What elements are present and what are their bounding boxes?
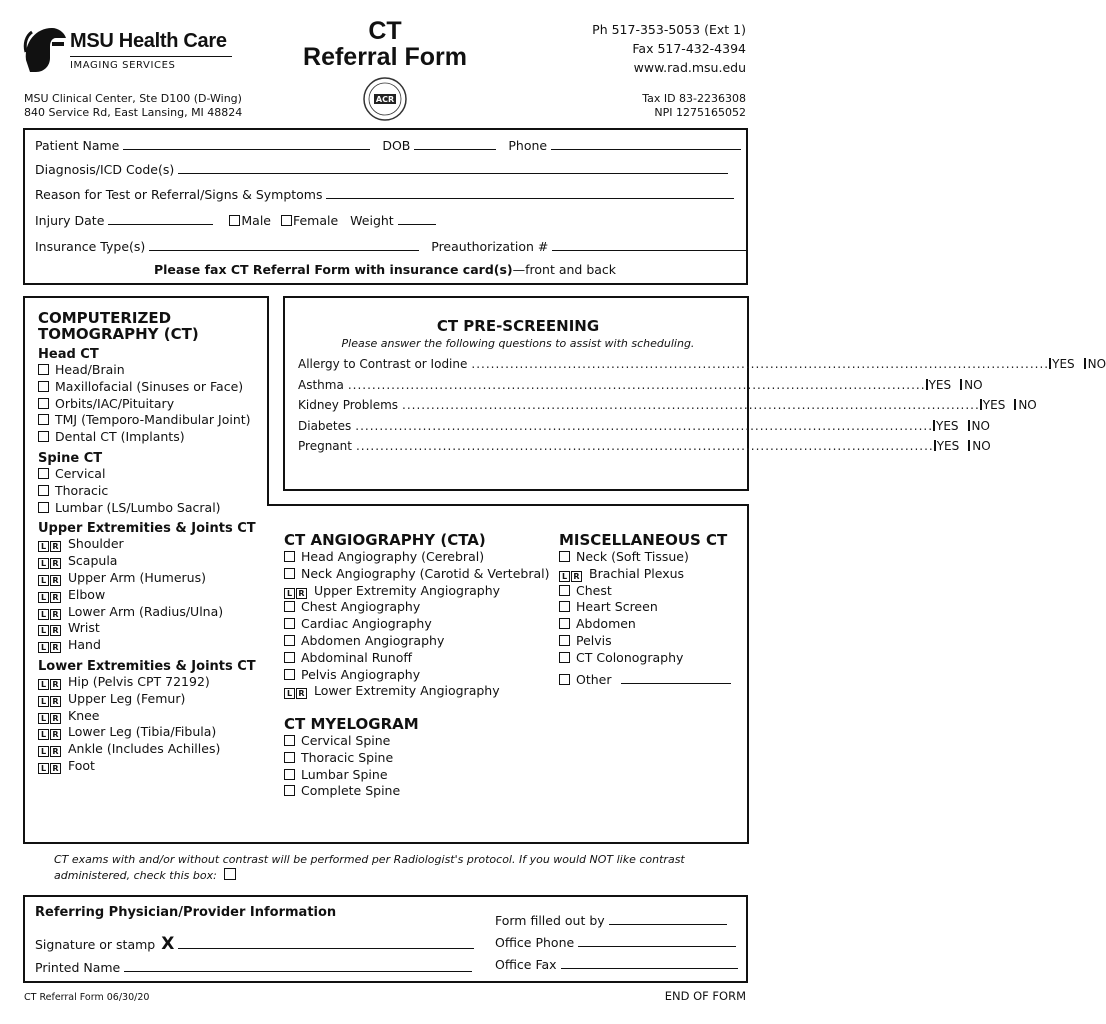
left-checkbox[interactable]: L [284, 588, 295, 599]
checkbox[interactable] [38, 431, 49, 442]
item-label: Neck (Soft Tissue) [576, 549, 689, 564]
fax-note-rest: —front and back [512, 262, 617, 277]
question-label: Diabetes [298, 418, 352, 433]
right-checkbox[interactable]: R [50, 575, 61, 586]
right-checkbox[interactable]: R [571, 571, 582, 582]
cta-list [284, 549, 554, 700]
item-label: Elbow [68, 586, 106, 602]
list-item [38, 466, 268, 483]
list-item [559, 616, 744, 633]
item-label: TMJ (Temporo-Mandibular Joint) [55, 412, 251, 428]
prescreen-section [298, 317, 1106, 457]
no-label: NO [1018, 398, 1037, 412]
checkbox[interactable] [284, 769, 295, 780]
right-checkbox[interactable]: R [50, 592, 61, 603]
item-label: Brachial Plexus [589, 565, 685, 581]
yes-label: YES [928, 377, 952, 392]
item-label: Abdomen [576, 616, 636, 632]
item-label: Pelvis Angiography [301, 666, 421, 682]
item-label: Neck Angiography (Carotid & Vertebral) [301, 565, 550, 581]
yes-checkbox[interactable] [934, 440, 936, 451]
left-checkbox[interactable]: L [38, 746, 49, 757]
prescreen-subtitle: Please answer the following questions to assist with scheduling. [341, 337, 695, 350]
item-label: Wrist [68, 620, 100, 636]
checkbox[interactable] [284, 669, 295, 680]
checkbox[interactable] [38, 468, 49, 479]
cta-section [284, 532, 554, 700]
left-right-checkboxes [38, 675, 62, 689]
left-checkbox[interactable]: L [284, 688, 295, 699]
diagnosis-field[interactable] [178, 163, 728, 174]
checkbox[interactable] [38, 381, 49, 392]
diagnosis-label: Diagnosis/ICD Code(s) [35, 162, 175, 177]
fax-note-bold: Please fax CT Referral Form with insurance card(s) [153, 262, 513, 277]
list-item [559, 599, 744, 616]
list-item [38, 536, 268, 553]
checkbox[interactable] [559, 674, 570, 685]
item-label: Head/Brain [55, 362, 125, 377]
question-label: Pregnant [298, 439, 352, 453]
printed-name-label: Printed Name [35, 960, 121, 975]
myelogram-section [284, 716, 544, 800]
list-item [38, 708, 268, 725]
reason-field[interactable] [326, 188, 734, 199]
item-label: Heart Screen [576, 599, 658, 615]
msu-logo [22, 22, 242, 78]
list-item [38, 691, 268, 708]
head-ct-list [38, 362, 268, 446]
misc-title: MISCELLANEOUS CT [559, 531, 728, 549]
item-label: Upper Leg (Femur) [68, 690, 186, 706]
address-line-2: 840 Service Rd, East Lansing, MI 48824 [24, 106, 243, 119]
left-right-checkboxes [38, 554, 62, 569]
no-label: NO [1087, 357, 1106, 371]
list-item [38, 604, 268, 621]
ct-title-2: TOMOGRAPHY (CT) [38, 325, 199, 343]
left-right-checkboxes [38, 537, 62, 552]
left-right-checkboxes [559, 567, 583, 581]
list-item [559, 566, 744, 583]
no-label: NO [964, 377, 983, 392]
patient-row-5 [35, 239, 748, 254]
checkbox[interactable] [284, 568, 295, 579]
left-checkbox[interactable]: L [38, 609, 49, 620]
left-right-checkboxes [38, 638, 62, 653]
list-item [38, 412, 268, 429]
misc-section [559, 532, 744, 688]
item-label: Hip (Pelvis CPT 72192) [68, 673, 210, 689]
list-item [284, 549, 554, 566]
list-item [38, 500, 268, 517]
item-label: Knee [68, 707, 100, 723]
item-label: Chest [576, 582, 612, 598]
prescreen-question-row [298, 354, 1106, 375]
item-label: Cardiac Angiography [301, 616, 432, 632]
list-item [284, 683, 554, 700]
left-checkbox[interactable]: L [38, 642, 49, 653]
no-checkbox[interactable] [968, 420, 970, 431]
item-label: Orbits/IAC/Pituitary [55, 395, 175, 411]
checkbox[interactable] [284, 618, 295, 629]
item-label: Lumbar Spine [301, 766, 388, 782]
item-label: Dental CT (Implants) [55, 429, 185, 445]
left-right-checkboxes [38, 605, 62, 619]
list-item [284, 667, 554, 684]
checkbox[interactable] [284, 735, 295, 746]
dob-field[interactable] [414, 139, 496, 150]
signature-label: Signature or stamp [35, 937, 156, 952]
right-checkbox[interactable]: R [50, 642, 61, 653]
prescreen-question-row [298, 436, 991, 457]
contact-info [592, 20, 746, 77]
signature-x-mark: X [161, 934, 175, 954]
item-label: Lower Extremity Angiography [314, 683, 500, 699]
checkbox[interactable] [559, 618, 570, 629]
insurance-field[interactable] [149, 240, 419, 251]
checkbox[interactable] [38, 414, 49, 425]
item-label: Upper Extremity Angiography [314, 582, 501, 598]
npi-number: NPI 1275165052 [654, 106, 746, 119]
left-checkbox[interactable]: L [38, 592, 49, 603]
list-item [559, 583, 744, 600]
list-item [38, 570, 268, 587]
item-label: Upper Arm (Humerus) [68, 569, 206, 585]
checkbox[interactable] [284, 785, 295, 796]
office-phone-label: Office Phone [495, 935, 575, 950]
list-item [38, 362, 268, 379]
item-label: Hand [68, 637, 101, 653]
injury-date-label: Injury Date [35, 213, 105, 228]
acr-seal-icon [362, 76, 408, 122]
left-checkbox[interactable]: L [38, 575, 49, 586]
filled-by-field[interactable] [609, 914, 727, 925]
lower-ext-title: Lower Extremities & Joints CT [38, 658, 256, 674]
no-contrast-checkbox[interactable] [224, 868, 236, 880]
clinic-address [24, 92, 242, 120]
phone-field[interactable] [551, 139, 741, 150]
list-item [38, 379, 268, 396]
misc-list [559, 549, 744, 667]
right-checkbox[interactable]: R [50, 763, 61, 774]
signature-row [35, 934, 474, 954]
left-right-checkboxes [38, 692, 62, 706]
cta-title: CT ANGIOGRAPHY (CTA) [284, 531, 486, 549]
patient-row-1 [35, 138, 741, 153]
left-right-checkboxes [284, 584, 308, 598]
list-item [38, 620, 268, 637]
yes-checkbox[interactable] [926, 379, 928, 390]
patient-name-field[interactable] [123, 139, 370, 150]
right-checkbox[interactable]: R [296, 688, 307, 699]
footer-version: CT Referral Form 06/30/20 [24, 992, 150, 1003]
list-item [38, 724, 268, 741]
item-label: Scapula [68, 553, 118, 569]
prescreen-question-row [298, 416, 990, 437]
checkbox[interactable] [284, 652, 295, 663]
contrast-note-line-2: administered, check this box: [54, 869, 217, 882]
form-title [270, 18, 500, 70]
upper-ext-title: Upper Extremities & Joints CT [38, 521, 256, 537]
list-item [38, 483, 268, 500]
acr-seal [362, 76, 408, 122]
list-item [38, 553, 268, 570]
checkbox[interactable] [38, 364, 49, 375]
male-checkbox[interactable] [229, 215, 240, 226]
address-line-1: MSU Clinical Center, Ste D100 (D-Wing) [24, 92, 242, 105]
item-label: Lower Leg (Tibia/Fibula) [68, 724, 217, 740]
brand-subtitle: IMAGING SERVICES [70, 60, 176, 71]
list-item [284, 783, 544, 800]
checkbox[interactable] [559, 585, 570, 596]
left-checkbox[interactable]: L [38, 541, 49, 552]
right-checkbox[interactable]: R [50, 729, 61, 740]
left-right-checkboxes [38, 759, 62, 773]
item-label: Cervical [55, 465, 106, 481]
prescreen-questions [298, 354, 1106, 457]
misc-other-label: Other [576, 671, 612, 687]
insurance-label: Insurance Type(s) [35, 239, 146, 254]
patient-row-4 [35, 213, 436, 228]
list-item [284, 583, 554, 600]
right-checkbox[interactable]: R [50, 713, 61, 724]
male-label: Male [241, 213, 271, 228]
dot-leader: ........................................................................................................................ [471, 357, 1050, 371]
list-item [559, 633, 744, 650]
checkbox[interactable] [284, 601, 295, 612]
physician-title: Referring Physician/Provider Information [35, 905, 337, 920]
yes-label: YES [1052, 357, 1075, 371]
preauth-field[interactable] [552, 240, 748, 251]
contact-fax: Fax 517-432-4394 [632, 41, 746, 56]
preauth-label: Preauthorization # [431, 239, 549, 254]
checkbox[interactable] [284, 551, 295, 562]
yes-label: YES [936, 418, 959, 433]
list-item [284, 650, 554, 667]
myelogram-list [284, 733, 544, 800]
contrast-note-line-1: CT exams with and/or without contrast will be performed per Radiologist's protocol. If you would NOT like contrast [54, 853, 685, 866]
item-label: Maxillofacial (Sinuses or Face) [55, 378, 244, 394]
list-item [559, 549, 744, 566]
right-checkbox[interactable]: R [50, 558, 61, 569]
prescreen-question-row [298, 375, 983, 396]
checkbox[interactable] [559, 551, 570, 562]
right-checkbox[interactable]: R [50, 609, 61, 620]
question-label: Asthma [298, 377, 344, 392]
list-item [38, 758, 268, 775]
right-checkbox[interactable]: R [50, 541, 61, 552]
item-label: Complete Spine [301, 783, 401, 799]
checkbox[interactable] [38, 485, 49, 496]
phone-label: Phone [508, 138, 548, 153]
left-checkbox[interactable]: L [38, 729, 49, 740]
left-checkbox[interactable]: L [38, 558, 49, 569]
tax-id: Tax ID 83-2236308 [642, 92, 746, 105]
female-label: Female [292, 213, 339, 228]
myelogram-title: CT MYELOGRAM [284, 715, 419, 733]
head-ct-title: Head CT [38, 347, 99, 362]
yes-label: YES [982, 398, 1006, 412]
prescreen-title: CT PRE-SCREENING [436, 317, 600, 335]
list-item [284, 733, 544, 750]
checkbox[interactable] [38, 502, 49, 513]
left-checkbox[interactable]: L [38, 679, 49, 690]
yes-checkbox[interactable] [980, 399, 982, 410]
item-label: Chest Angiography [301, 599, 421, 615]
list-item [284, 633, 554, 650]
weight-label: Weight [350, 213, 394, 228]
reason-label: Reason for Test or Referral/Signs & Symptoms [35, 187, 323, 202]
item-label: Ankle (Includes Achilles) [68, 741, 221, 757]
checkbox[interactable] [284, 752, 295, 763]
female-checkbox[interactable] [281, 215, 292, 226]
list-item [38, 637, 268, 654]
item-label: Abdomen Angiography [301, 632, 445, 648]
fax-note [0, 262, 770, 277]
no-checkbox[interactable] [1084, 358, 1086, 369]
list-item [38, 741, 268, 758]
list-item [38, 587, 268, 604]
checkbox[interactable] [559, 652, 570, 663]
office-fax-row [495, 957, 738, 972]
right-checkbox[interactable]: R [50, 625, 61, 636]
dot-leader: ........................................................................................................................ [347, 377, 926, 392]
right-checkbox[interactable]: R [50, 696, 61, 707]
list-item [284, 616, 554, 633]
item-label: Foot [68, 757, 95, 773]
dob-label: DOB [382, 138, 411, 153]
question-label: Kidney Problems [298, 398, 399, 412]
weight-field[interactable] [398, 214, 436, 225]
left-right-checkboxes [38, 725, 62, 740]
spartan-helmet-icon [22, 24, 68, 76]
lower-ext-list [38, 674, 268, 775]
left-checkbox[interactable]: L [38, 763, 49, 774]
brand-name: MSU Health Care [70, 30, 227, 52]
no-label: NO [971, 418, 990, 433]
list-item [38, 429, 268, 446]
filled-by-label: Form filled out by [495, 913, 605, 928]
yes-label: YES [936, 439, 960, 453]
prescreen-question-row [298, 395, 1037, 416]
item-label: Pelvis [576, 632, 612, 648]
item-label: Head Angiography (Cerebral) [301, 549, 485, 564]
no-checkbox[interactable] [1014, 399, 1016, 410]
contrast-note [54, 852, 685, 884]
list-item [284, 767, 544, 784]
item-label: CT Colonography [576, 649, 684, 665]
left-right-checkboxes [38, 621, 62, 636]
contact-web: www.rad.msu.edu [633, 60, 746, 75]
no-label: NO [972, 439, 991, 453]
office-phone-field[interactable] [578, 936, 736, 947]
left-right-checkboxes [38, 588, 62, 602]
office-fax-field[interactable] [561, 958, 738, 969]
item-label: Lumbar (LS/Lumbo Sacral) [55, 499, 221, 515]
list-item [284, 566, 554, 583]
yes-checkbox[interactable] [933, 420, 935, 431]
item-label: Thoracic [55, 482, 109, 498]
list-item [284, 599, 554, 616]
upper-ext-list [38, 536, 268, 654]
item-label: Cervical Spine [301, 733, 391, 748]
item-label: Lower Arm (Radius/Ulna) [68, 603, 224, 619]
list-item [284, 750, 544, 767]
no-checkbox[interactable] [960, 379, 962, 390]
item-label: Thoracic Spine [301, 749, 394, 765]
spine-ct-list [38, 466, 268, 516]
ct-title-1: COMPUTERIZED [38, 309, 172, 327]
list-item [559, 650, 744, 667]
brand-divider [70, 56, 232, 57]
contact-phone: Ph 517-353-5053 (Ext 1) [592, 22, 746, 37]
printed-name-row [35, 960, 472, 975]
item-label: Abdominal Runoff [301, 649, 412, 665]
spine-ct-title: Spine CT [38, 450, 103, 466]
left-right-checkboxes [38, 571, 62, 585]
yes-checkbox[interactable] [1049, 358, 1051, 369]
footer-end: END OF FORM [664, 989, 746, 1003]
dot-leader: ........................................................................................................................ [355, 418, 934, 433]
patient-row-2 [35, 162, 728, 177]
printed-name-field[interactable] [124, 961, 472, 972]
left-checkbox[interactable]: L [38, 625, 49, 636]
signature-field[interactable] [178, 938, 474, 949]
right-checkbox[interactable]: R [50, 746, 61, 757]
ct-section [38, 310, 268, 775]
checkbox[interactable] [284, 635, 295, 646]
patient-row-3 [35, 187, 734, 202]
left-checkbox[interactable]: L [38, 713, 49, 724]
title-line-1: CT [368, 17, 402, 45]
tax-info [642, 92, 746, 120]
dot-leader: ........................................................................................................................ [355, 439, 934, 453]
list-item [38, 396, 268, 413]
injury-date-field[interactable] [108, 214, 213, 225]
list-item [38, 674, 268, 691]
svg-text:ACR: ACR [375, 95, 395, 104]
item-label: Shoulder [68, 536, 124, 552]
left-right-checkboxes [284, 684, 308, 699]
dot-leader: ........................................................................................................................ [402, 398, 980, 412]
left-checkbox[interactable]: L [559, 571, 570, 582]
left-right-checkboxes [38, 742, 62, 757]
left-right-checkboxes [38, 709, 62, 723]
checkbox[interactable] [559, 635, 570, 646]
checkbox[interactable] [559, 601, 570, 612]
patient-name-label: Patient Name [35, 138, 120, 153]
office-fax-label: Office Fax [495, 957, 557, 972]
right-checkbox[interactable]: R [296, 588, 307, 599]
checkbox[interactable] [38, 398, 49, 409]
left-checkbox[interactable]: L [38, 696, 49, 707]
misc-other-field[interactable] [621, 673, 731, 684]
filled-by-row [495, 913, 727, 928]
office-phone-row [495, 935, 736, 950]
title-line-2: Referral Form [303, 43, 467, 71]
misc-other-item [559, 672, 744, 689]
right-checkbox[interactable]: R [50, 679, 61, 690]
no-checkbox[interactable] [968, 440, 970, 451]
question-label: Allergy to Contrast or Iodine [298, 357, 468, 371]
